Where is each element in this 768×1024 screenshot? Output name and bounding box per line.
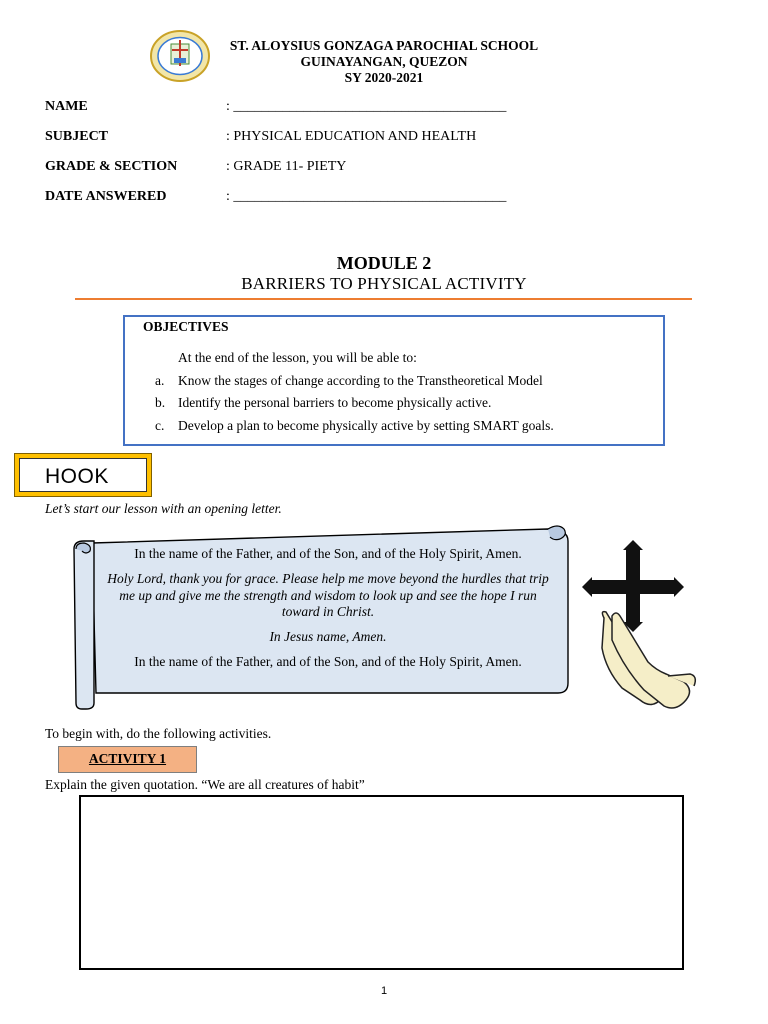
activity-instruction: Explain the given quotation. “We are all creatures of habit” bbox=[45, 777, 365, 792]
subject-value: : PHYSICAL EDUCATION AND HEALTH bbox=[226, 129, 477, 144]
page-number: 1 bbox=[380, 985, 388, 997]
grade-section-value: : GRADE 11- PIETY bbox=[226, 159, 347, 174]
school-name: ST. ALOYSIUS GONZAGA PAROCHIAL SCHOOL bbox=[229, 38, 539, 53]
objective-item: Know the stages of change according to the Transtheoretical Model bbox=[178, 373, 543, 388]
hook-intro: Let’s start our lesson with an opening letter. bbox=[45, 501, 282, 516]
prayer-sign-of-cross: In the name of the Father, and of the Son, and of the Holy Spirit, Amen. bbox=[134, 654, 522, 669]
date-answered-field[interactable]: : _______________________________________ bbox=[226, 189, 507, 204]
activities-intro: To begin with, do the following activities. bbox=[45, 726, 272, 741]
module-subtitle: BARRIERS TO PHYSICAL ACTIVITY bbox=[241, 274, 527, 293]
module-title: MODULE 2 bbox=[336, 253, 432, 273]
school-location: GUINAYANGAN, QUEZON bbox=[300, 54, 468, 69]
title-divider bbox=[75, 298, 692, 300]
activity-label: ACTIVITY 1 bbox=[88, 751, 167, 766]
prayer-body: Holy Lord, thank you for grace. Please help me move beyond the hurdles that trip me up and give me the strength and wisdom to look up and see the hope I run toward in Christ. bbox=[107, 571, 549, 619]
name-label: NAME bbox=[45, 99, 88, 114]
date-answered-label: DATE ANSWERED bbox=[45, 189, 167, 204]
objective-marker: c. bbox=[155, 418, 165, 433]
objective-item: Develop a plan to become physically active by setting SMART goals. bbox=[178, 418, 554, 433]
objective-marker: a. bbox=[155, 373, 165, 388]
prayer-opening: In the name of the Father, and of the Son, and of the Holy Spirit, Amen. bbox=[134, 546, 522, 561]
objective-marker: b. bbox=[155, 395, 166, 410]
objectives-intro: At the end of the lesson, you will be able to: bbox=[178, 350, 417, 365]
subject-label: SUBJECT bbox=[45, 129, 109, 144]
objective-item: Identify the personal barriers to become physically active. bbox=[178, 395, 492, 410]
name-field[interactable]: : _______________________________________ bbox=[226, 99, 507, 114]
answer-box[interactable] bbox=[79, 795, 684, 970]
cross-praying-hands-icon bbox=[582, 540, 702, 718]
prayer-closing: In Jesus name, Amen. bbox=[269, 629, 387, 644]
objectives-heading: OBJECTIVES bbox=[143, 319, 229, 334]
school-year: SY 2020-2021 bbox=[344, 70, 424, 85]
grade-section-label: GRADE & SECTION bbox=[45, 159, 178, 174]
hook-label: HOOK bbox=[45, 465, 109, 488]
